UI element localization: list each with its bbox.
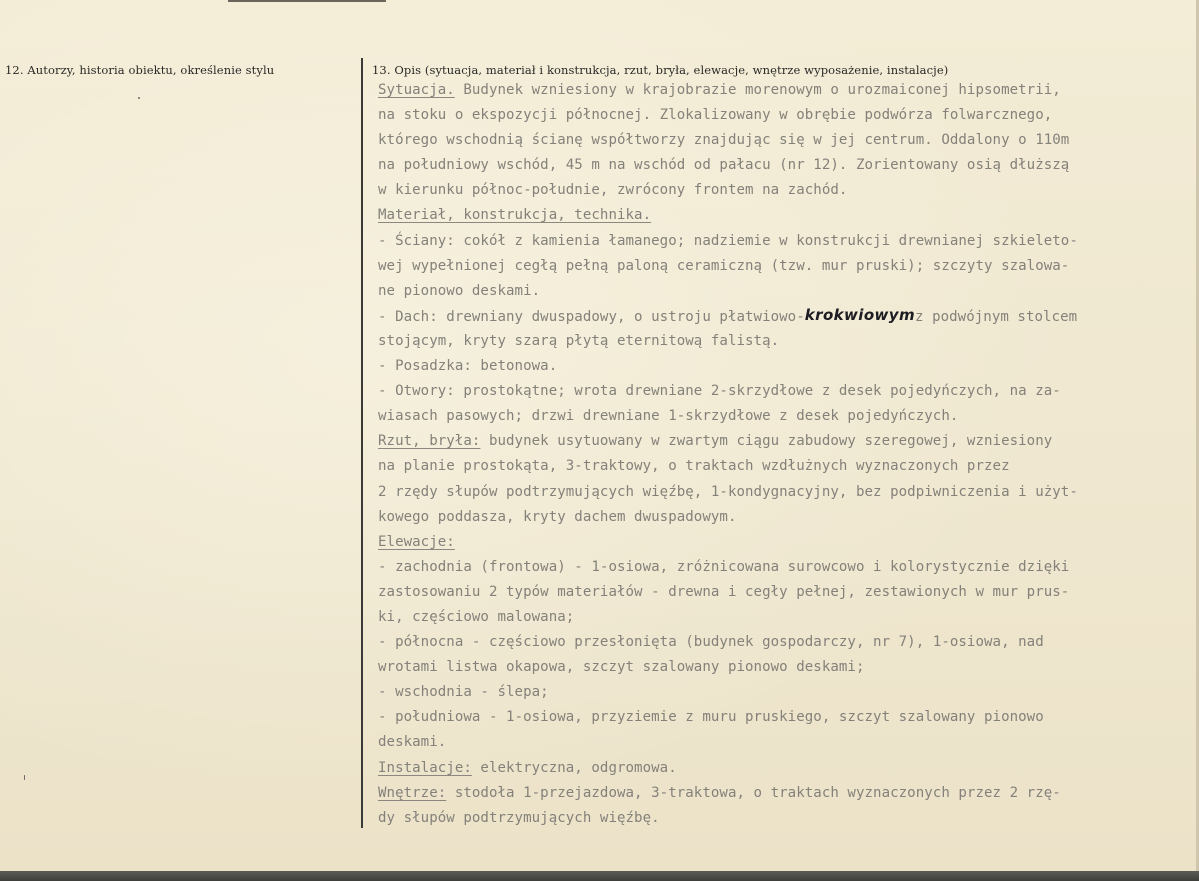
- description-line: deskami.: [378, 734, 447, 751]
- description-line: [378, 781, 1193, 806]
- description-line: wej wypełnionej cegłą pełną paloną ceramiczną (tzw. mur pruski); szczyty szalowa-: [378, 257, 1070, 274]
- description-line: - południowa - 1-osiowa, przyziemie z muru pruskiego, szczyt szalowany pionowo: [378, 709, 1044, 726]
- description-line: - Otwory: prostokątne; wrota drewniane 2-skrzydłowe z desek pojedyńczych, na za-: [378, 383, 1061, 400]
- description-line: na planie prostokąta, 3-traktowy, o traktach wzdłużnych wyznaczonych przez: [378, 458, 1010, 475]
- handwritten-insert: krokwiowym: [804, 305, 915, 324]
- field-13-label: 13. Opis (sytuacja, materiał i konstrukcja, rzut, bryła, elewacje, wnętrze wyposażenie, instalacje): [372, 63, 949, 77]
- section-heading: Sytuacja.: [378, 82, 455, 98]
- description-line: - północna - częściowo przesłonięta (budynek gospodarczy, nr 7), 1-osiowa, nad: [378, 634, 1044, 651]
- description-line: [378, 304, 1193, 329]
- description-line: - Posadzka: betonowa.: [378, 358, 558, 375]
- description-line: zastosowaniu 2 typów materiałów - drewna i cegły pełnej, zestawionych w mur prus-: [378, 583, 1070, 600]
- section-heading: Instalacje:: [378, 759, 472, 776]
- description-line: - wschodnia - ślepa;: [378, 684, 549, 701]
- description-line: [378, 429, 1193, 454]
- description-line: [378, 530, 1193, 555]
- description-line: [378, 203, 1193, 228]
- description-line: [378, 78, 1193, 103]
- text-run: Budynek wzniesiony w krajobrazie morenowym o urozmaiconej hipsometrii,: [454, 82, 1061, 98]
- text-run: z podwójnym stolcem: [915, 308, 1078, 325]
- description-line: stojącym, kryty szarą płytą eternitową falistą.: [378, 332, 780, 349]
- description-line: wrotami listwa okapowa, szczyt szalowany pionowo deskami;: [378, 659, 865, 676]
- description-line: którego wschodnią ścianę współtworzy znajdując się w jej centrum. Oddalony o 110m: [378, 132, 1070, 149]
- text-run: budynek usytuowany w zwartym ciągu zabudowy szeregowej, wzniesiony: [480, 433, 1053, 450]
- description-line: kowego poddasza, kryty dachem dwuspadowym.: [378, 508, 737, 525]
- description-line: ne pionowo deskami.: [378, 282, 541, 299]
- description-line: - Ściany: cokół z kamienia łamanego; nadziemie w konstrukcji drewnianej szkieleto-: [378, 232, 1078, 249]
- description-line: 2 rzędy słupów podtrzymujących więźbę, 1-kondygnacyjny, bez podpiwniczenia i użyt-: [378, 483, 1078, 500]
- description-line: wiasach pasowych; drzwi drewniane 1-skrzydłowe z desek pojedyńczych.: [378, 408, 959, 425]
- section-heading: Rzut, bryła:: [378, 433, 481, 450]
- text-run: - Dach: drewniany dwuspadowy, o ustroju płatwiowo-: [378, 308, 805, 325]
- description-text: [378, 78, 1193, 831]
- sheet-bottom-edge: [0, 871, 1199, 881]
- description-line: - zachodnia (frontowa) - 1-osiowa, zróżnicowana surowcowo i kolorystycznie dzięki: [378, 558, 1070, 575]
- section-heading: Materiał, konstrukcja, technika.: [378, 207, 652, 224]
- column-divider: [361, 58, 363, 828]
- text-run: stodoła 1-przejazdowa, 3-traktowa, o traktach wyznaczonych przez 2 rzę-: [446, 784, 1061, 801]
- description-line: ki, częściowo malowana;: [378, 608, 575, 625]
- description-line: na stoku o ekspozycji północnej. Zlokalizowany w obrębie podwórza folwarcznego,: [378, 107, 1053, 124]
- field-12-label: 12. Autorzy, historia obiektu, określenie stylu: [5, 63, 275, 77]
- description-line: dy słupów podtrzymujących więźbę.: [378, 809, 660, 826]
- top-rule: [228, 0, 386, 2]
- description-line: [378, 756, 1193, 781]
- description-line: na południowy wschód, 45 m na wschód od pałacu (nr 12). Zorientowany osią dłuższą: [378, 157, 1070, 174]
- section-heading: Wnętrze:: [378, 784, 447, 801]
- description-line: w kierunku północ-południe, zwrócony frontem na zachód.: [378, 182, 848, 199]
- section-heading: Elewacje:: [378, 533, 455, 550]
- paper-speck: [138, 97, 140, 99]
- paper-speck: [24, 775, 25, 780]
- text-run: elektryczna, odgromowa.: [471, 759, 677, 776]
